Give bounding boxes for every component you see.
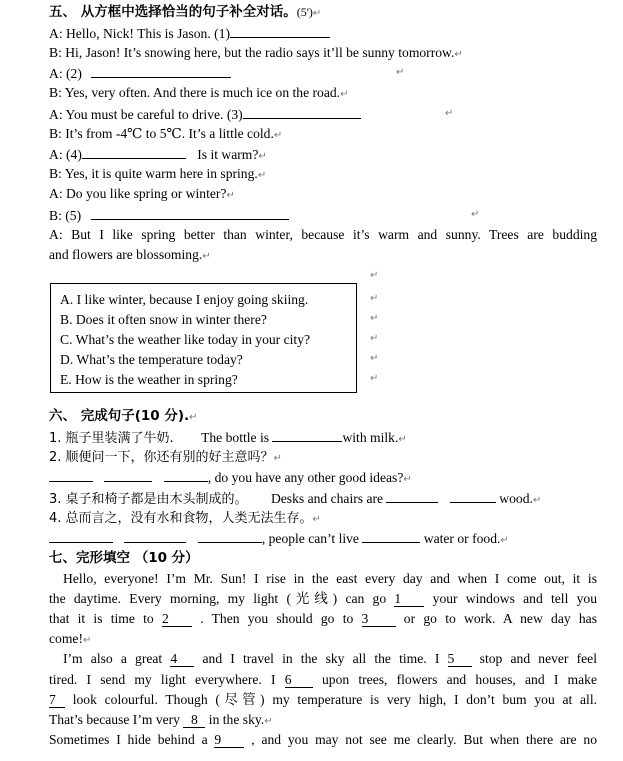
cloze-text: and I travel in the sky all the time. I [202,651,440,666]
cloze-blank-7[interactable]: 7 [49,693,65,708]
dialogue-line-11: A: But I like spring better than winter, because it’s warm and sunny. Trees are budding [49,227,597,242]
cloze-text: look colourful. Though (尽管) my temperature is very high, I don’t bum you at all. [72,692,597,707]
dialogue-line-8: B: Yes, it is quite warm here in spring.↵ [49,166,267,181]
dialogue-line-7: A: (4) Is it warm?↵ [49,147,267,162]
section-5-score: (5') [296,5,313,19]
answer-blank-3[interactable] [243,105,361,119]
option-a: A. I like winter, because I enjoy going skiing. [60,292,309,307]
dialogue-text: B: Yes, very often. And there is much ice on the road. [49,85,341,100]
cloze-line-2 [49,590,597,608]
cloze-line-6 [49,671,597,689]
sentence-english: water or food. [423,531,501,546]
section-6-heading: 六、 完成句子(10 分).↵ [49,408,198,424]
sentence-2-chinese: 2. 顺便问一下，你还有别的好主意吗？↵ [49,450,282,465]
cloze-line-3 [49,610,597,628]
answer-blank[interactable] [49,529,113,543]
section-6-title: 六、 完成句子(10 分). [49,408,190,424]
dialogue-line-4: B: Yes, very often. And there is much ice on the road.↵ [49,85,349,100]
answer-blank[interactable] [49,468,93,482]
answer-blank-2[interactable] [91,64,231,78]
dialogue-text: A: (2) [49,66,82,81]
dialogue-text: B: Hi, Jason! It’s snowing here, but the radio says it’ll be sunny tomorrow. [49,45,455,60]
cloze-line-7 [49,691,597,709]
sentence-chinese: 3. 桌子和椅子都是由木头制成的。 [49,492,248,507]
dialogue-line-12: and flowers are blossoming.↵ [49,247,211,262]
dialogue-line-9: A: Do you like spring or winter?↵ [49,186,235,201]
cloze-text: stop and never feel [479,651,597,666]
option-e: E. How is the weather in spring? [60,372,238,387]
dialogue-line-6: B: It’s from -4℃ to 5℃. It’s a little cold.↵ [49,126,283,141]
dialogue-line-2: B: Hi, Jason! It’s snowing here, but the radio says it’ll be sunny tomorrow.↵ [49,45,463,60]
cloze-text: I’m also a great [63,651,163,666]
options-box [50,283,357,393]
cloze-blank-8[interactable]: 8 [183,713,205,728]
dialogue-line-5 [49,105,361,124]
sentence-english: , do you have any other good ideas? [207,470,404,485]
section-5-heading: 五、 从方框中选择恰当的句子补全对话。(5')↵ [49,4,322,20]
dialogue-text: Is it warm? [197,147,259,162]
answer-blank[interactable] [198,529,262,543]
cloze-text: your windows and tell you [432,591,597,606]
dialogue-text: A: You must be careful to drive. (3) [49,107,243,122]
cloze-line-8: That’s because I’m very 8 in the sky.↵ [49,712,273,727]
cloze-text: tired. I send my light everywhere. I [49,672,276,687]
sentence-english: wood. [499,491,533,506]
dialogue-text: A: Hello, Nick! This is Jason. (1) [49,26,230,41]
worksheet-page: 五、 从方框中选择恰当的句子补全对话。(5')↵ A: Hello, Nick! This is Jason. (1) B: Hi, Jason! It’s snowing here, but the radio says it’ll be sunny tomorrow.↵ A: (2) ↵ B: Yes, very often. And there is much ice on the road.↵ A: You must be careful to drive. (3) ↵ B: It’s from -4℃ to 5℃. It’s a little cold.↵ A: (4) Is it warm?↵ B: Yes, it is quite warm here in spring.↵ A: Do you like spring or winter?↵ B: (5) ↵ A: But I like spring better than winter, because it’s warm and sunny. Trees are budding and flowers are blossoming.↵ ↵ A. I like winter, because I enjoy going skiing. B. Does it often snow in winter there? C. What’s the weather like today in your city? D. What’s the temperature today? E. How is the weather in spring? ↵ ↵ ↵ ↵ ↵ 六、 完成句子(10 分).↵ 1. 瓶子里装满了牛奶. The bottle is with milk.↵ 2. 顺便问一下，你还有别的好主意吗？↵ , do you have any other good ideas?↵ 3. 桌子和椅子都是由木头制成的。 Desks and chairs are wood.↵ 4. 总而言之，没有水和食物，人类无法生存。↵ , people can’t live water or food.↵ 七、完形填空 （10 分） Hello, everyone! I’m Mr. Sun! I rise in the east every day and when I come out, it is the daytime. Every morning, my light (光线) can go 1 your windows and tell you that it is time to 2 . Then you should go to 3 or go to work. A new day has come!↵ I’m also a great 4 and I travel in the sky all the time. I 5 stop and never feel tired. I send my light everywhere. I 6 upon trees, flowers and houses, and I make 7 look colourful. Though (尽管) my temperature is very high, I don’t bum you at all. That’s because I’m very 8 in the sky.↵ Sometimes I hide behind a 9 , and you may not see me clearly. But when there are no [49,4,598,747]
cloze-text: in the sky. [208,712,265,727]
cloze-text: Sometimes I hide behind a [49,732,208,747]
section-7-heading [49,549,199,567]
cloze-blank-2[interactable]: 2 [162,612,192,627]
sentence-3: 3. 桌子和椅子都是由木头制成的。 Desks and chairs are wood.↵ [49,491,542,507]
cloze-line-5 [63,650,597,668]
sentence-2-english: , do you have any other good ideas?↵ [49,468,412,489]
answer-blank-4[interactable] [82,145,186,159]
answer-blank[interactable] [386,489,438,503]
sentence-english: Desks and chairs are [270,491,384,506]
dialogue-text: B: (5) [49,208,82,223]
answer-blank[interactable] [272,428,342,442]
sentence-chinese: 4. 总而言之，没有水和食物，人类无法生存。 [49,511,313,526]
option-b: B. Does it often snow in winter there? [60,312,267,327]
cloze-line-1: Hello, everyone! I’m Mr. Sun! I rise in the east every day and when I come out, it is [63,571,597,586]
answer-blank-1[interactable] [230,24,330,38]
cloze-blank-1[interactable]: 1 [394,592,424,607]
cloze-text: . Then you should go to [200,611,354,626]
answer-blank[interactable] [124,529,186,543]
cloze-blank-9[interactable]: 9 [214,733,244,748]
cloze-line-4: come!↵ [49,631,92,646]
dialogue-text: A: Do you like spring or winter? [49,186,227,201]
sentence-4-english: , people can’t live water or food.↵ [49,529,509,550]
cloze-text: That’s because I’m very [49,712,180,727]
sentence-english: , people can’t live [261,531,359,546]
dialogue-line-3 [49,64,231,83]
option-d: D. What’s the temperature today? [60,352,243,367]
cloze-text: , and you may not see me clearly. But when there are no [251,732,597,747]
cloze-blank-6[interactable]: 6 [285,673,313,688]
dialogue-text: and flowers are blossoming. [49,247,203,262]
sentence-chinese: 2. 顺便问一下，你还有别的好主意吗？ [49,450,274,465]
answer-blank[interactable] [104,468,152,482]
answer-blank-5[interactable] [91,206,289,220]
cloze-text: that it is time to [49,611,154,626]
answer-blank[interactable] [450,489,496,503]
sentence-1: 1. 瓶子里装满了牛奶. The bottle is with milk.↵ [49,430,407,446]
cloze-blank-4[interactable]: 4 [170,652,194,667]
sentence-english: with milk. [342,430,399,445]
cloze-line-9 [49,731,597,749]
dialogue-text: B: Yes, it is quite warm here in spring. [49,166,258,181]
cloze-blank-3[interactable]: 3 [362,612,396,627]
dialogue-line-1 [49,24,330,43]
dialogue-text: B: It’s from -4℃ to 5℃. It’s a little cold. [49,126,274,141]
cloze-text: or go to work. A new day has [403,611,598,626]
sentence-chinese: 1. 瓶子里装满了牛奶. [49,431,174,446]
sentence-english: The bottle is [201,430,270,445]
dialogue-text: A: (4) [49,147,82,162]
dialogue-line-10 [49,206,289,225]
answer-blank[interactable] [164,468,208,482]
cloze-text: come! [49,631,83,646]
cloze-text: upon trees, flowers and houses, and I make [321,672,597,687]
section-7-title: 七、完形填空 （10 分） [49,550,199,566]
sentence-4-chinese: 4. 总而言之，没有水和食物，人类无法生存。↵ [49,511,321,526]
cloze-text: the daytime. Every morning, my light (光线) can go [49,591,387,606]
section-5-title: 五、 从方框中选择恰当的句子补全对话。 [49,4,297,20]
answer-blank[interactable] [362,529,420,543]
cloze-blank-5[interactable]: 5 [448,652,472,667]
option-c: C. What’s the weather like today in your city? [60,332,311,347]
